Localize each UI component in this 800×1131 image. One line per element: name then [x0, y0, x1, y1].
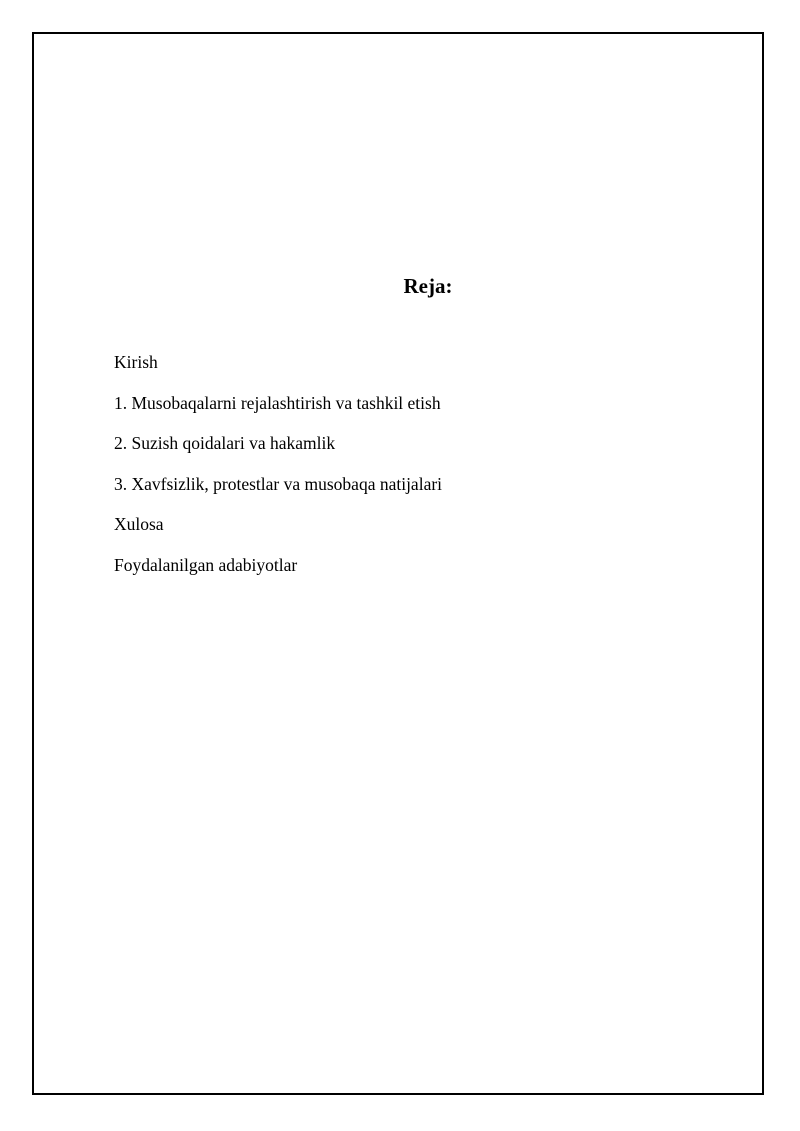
plan-item-chapter-3: 3. Xavfsizlik, protestlar va musobaqa natijalari — [114, 473, 443, 494]
plan-list — [114, 350, 442, 593]
plan-item-chapter-1: 1. Musobaqalarni rejalashtirish va tashkil etish — [114, 392, 441, 413]
plan-item-conclusion: Xulosa — [114, 514, 164, 534]
plan-item-chapter-2: 2. Suzish qoidalari va hakamlik — [114, 433, 336, 453]
plan-item-references: Foydalanilgan adabiyotlar — [114, 554, 298, 575]
plan-item-intro: Kirish — [114, 352, 158, 372]
page-title: Reja: — [403, 274, 453, 298]
